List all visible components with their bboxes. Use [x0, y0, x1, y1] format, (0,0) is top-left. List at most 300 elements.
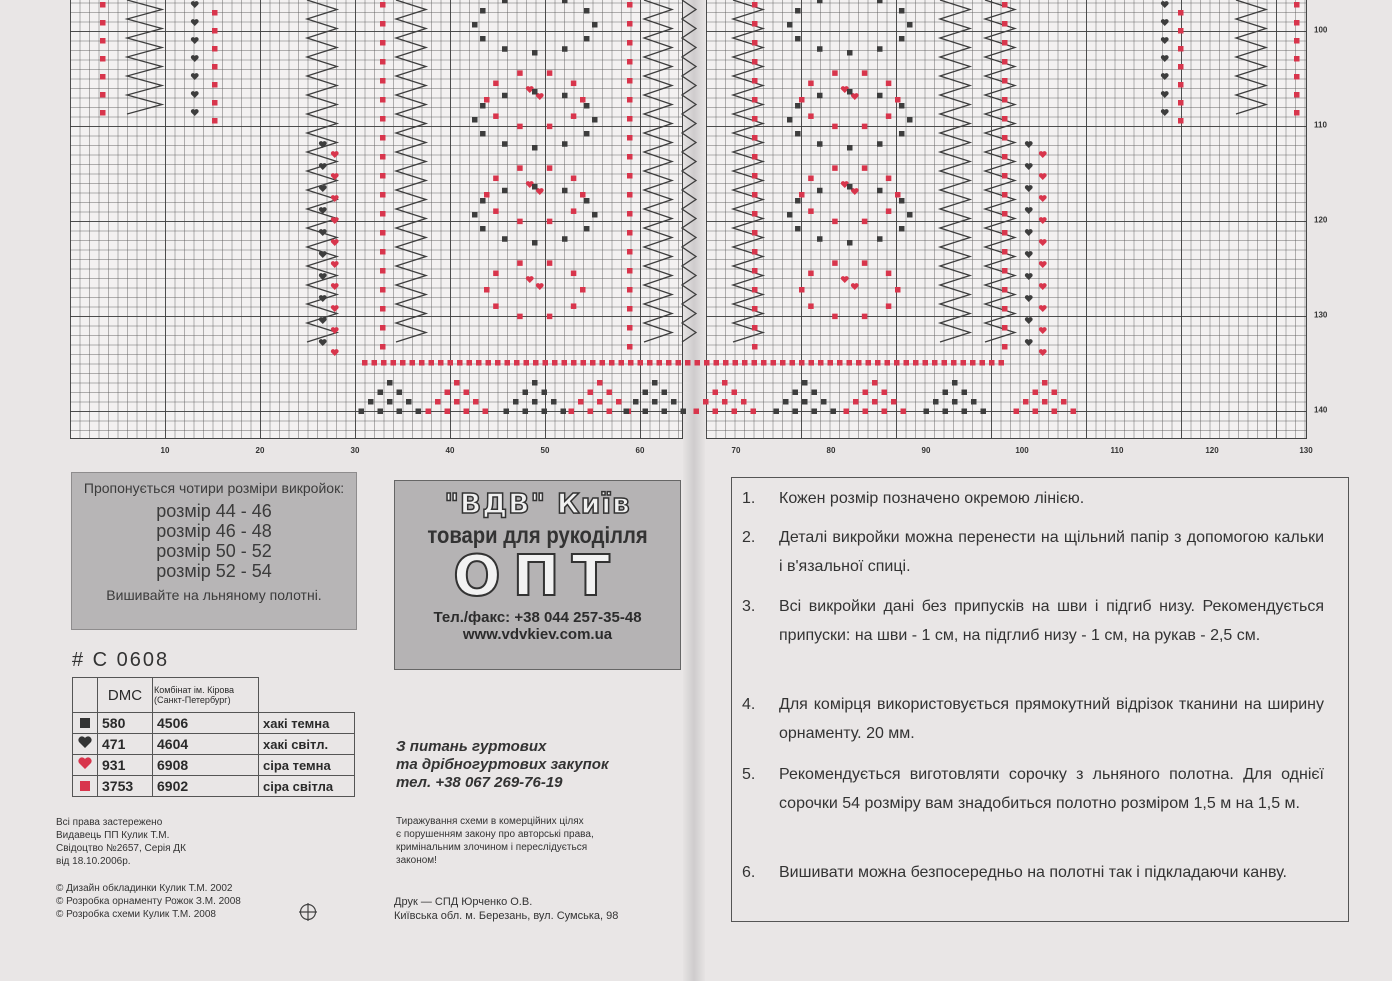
stitch-mark [818, 360, 824, 366]
stitch-mark [872, 399, 878, 405]
stitch-mark [886, 176, 892, 182]
stitch-mark [832, 314, 838, 320]
stitch-mark [571, 81, 577, 87]
stitch-mark [212, 46, 218, 52]
stitch-mark [1033, 390, 1039, 396]
stitch-mark [713, 390, 719, 396]
stitch-mark [397, 409, 403, 415]
stitch-mark [493, 271, 499, 277]
stitch-mark [319, 185, 327, 192]
x-tick: 90 [921, 446, 931, 455]
stitch-mark [752, 59, 758, 65]
stitch-mark [380, 287, 386, 293]
stitch-mark [862, 124, 868, 129]
stitch-mark [584, 8, 590, 14]
stitch-mark [542, 390, 548, 396]
stitch-mark [627, 344, 633, 350]
stitch-mark [1002, 116, 1008, 122]
stitch-mark [547, 124, 553, 129]
stitch-mark [795, 103, 801, 109]
stitch-mark [1042, 380, 1048, 386]
stitch-mark [584, 131, 590, 137]
stitch-mark [1161, 19, 1169, 26]
legend-header [73, 678, 355, 713]
stitch-mark [942, 360, 948, 366]
stitch-mark [1025, 229, 1033, 236]
stitch-mark [505, 360, 511, 366]
stitch-mark [722, 380, 728, 386]
stitch-mark [1039, 283, 1047, 290]
stitch-mark [191, 73, 199, 80]
stitch-mark [812, 390, 818, 396]
size-item: розмір 46 - 48 [156, 521, 272, 541]
stitch-mark [380, 249, 386, 255]
legend-header-dmc: DMC [98, 678, 153, 713]
stitch-mark [907, 117, 913, 123]
stitch-mark [607, 390, 613, 396]
stitch-mark [523, 390, 529, 396]
stitch-mark [624, 409, 630, 415]
stitch-mark [1061, 399, 1067, 405]
stitch-mark [380, 78, 386, 84]
stitch-mark [817, 0, 823, 3]
stitch-mark [970, 360, 976, 366]
stitch-mark [847, 184, 853, 190]
stitch-mark [1039, 217, 1047, 224]
stitch-mark [445, 409, 451, 415]
stitch-mark [191, 37, 199, 44]
stitch-mark [832, 165, 838, 171]
stitch-mark [542, 409, 548, 415]
stitch-mark [899, 8, 905, 14]
stitch-mark [685, 360, 691, 366]
stitch-mark [562, 141, 568, 147]
x-tick: 130 [1299, 446, 1313, 455]
stitch-mark [533, 360, 539, 366]
stitch-mark [627, 154, 633, 160]
stitch-mark [307, 0, 337, 342]
stitch-mark [856, 360, 862, 366]
stitch-mark [808, 303, 814, 309]
stitch-mark [1025, 185, 1033, 192]
ad-wholesale: ОПТ [453, 544, 622, 609]
stitch-mark [467, 360, 473, 366]
legend-row: 931 6908 сіра темна [73, 755, 355, 776]
stitch-mark [1294, 2, 1300, 8]
stitch-mark [1002, 154, 1008, 160]
stitch-mark [847, 240, 853, 246]
embroidery-ornament [0, 0, 1392, 438]
stitch-mark [1002, 40, 1008, 46]
stitch-mark [513, 399, 519, 405]
stitch-mark [551, 399, 557, 405]
stitch-mark [907, 212, 913, 218]
stitch-mark [580, 97, 586, 103]
stitch-mark [752, 40, 758, 46]
stitch-mark [628, 360, 634, 366]
stitch-mark [695, 360, 701, 366]
stitch-mark [597, 380, 603, 386]
stitch-mark [1002, 2, 1008, 8]
stitch-mark [472, 117, 478, 123]
copyright-law-notice: Тиражування схеми в комерційних цілях є порушенням закону про авторські права, кримінальним злочином і переслідується законом! [396, 816, 594, 866]
y-tick: 120 [1314, 215, 1328, 225]
stitch-mark [380, 325, 386, 331]
x-tick: 60 [635, 446, 645, 455]
stitch-mark [817, 236, 823, 242]
stitch-mark [1002, 230, 1008, 236]
stitch-mark [851, 283, 859, 290]
stitch-mark [380, 135, 386, 141]
stitch-mark [832, 124, 838, 129]
stitch-mark [793, 409, 799, 415]
stitch-mark [638, 360, 644, 366]
stitch-mark [396, 0, 426, 342]
legend-header-kirov: Комбінат ім. Кірова (Санкт-Петербург) [153, 678, 259, 713]
stitch-mark [924, 409, 930, 415]
stitch-mark [562, 93, 568, 99]
stitch-mark [752, 154, 758, 160]
rights-block: Всі права застережено Видавець ПП Кулик Т.М. Свідоцтво №2657, Серія ДК від 18.10.2006р. [56, 817, 186, 867]
stitch-mark [100, 38, 106, 44]
stitch-mark [1025, 295, 1033, 302]
stitch-mark [319, 141, 327, 148]
stitch-mark [913, 360, 919, 366]
stitch-mark [571, 208, 577, 214]
print-info: Друк — СПД Юрченко О.В. Київська обл. м. Березань, вул. Сумська, 98 [394, 896, 619, 922]
stitch-mark [795, 131, 801, 137]
stitch-mark [472, 22, 478, 28]
stitch-mark [799, 192, 805, 198]
stitch-mark [894, 360, 900, 366]
square-red-icon [73, 776, 98, 797]
ad-brand: "ВДВ" Київ [444, 487, 631, 520]
stitch-mark [732, 390, 738, 396]
stitch-mark [817, 188, 823, 194]
stitch-mark [592, 212, 598, 218]
stitch-mark [951, 360, 957, 366]
stitch-mark [872, 380, 878, 386]
stitch-mark [569, 409, 575, 415]
stitch-mark [1002, 173, 1008, 179]
square-dark-icon [73, 713, 98, 734]
stitch-mark [899, 198, 905, 204]
stitch-mark [832, 219, 838, 225]
stitch-mark [473, 399, 479, 405]
stitch-mark [940, 0, 970, 342]
stitch-mark [752, 325, 758, 331]
stitch-mark [619, 360, 625, 366]
stitch-mark [722, 399, 728, 405]
stitch-mark [1071, 409, 1077, 415]
stitch-mark [378, 409, 384, 415]
stitch-mark [362, 360, 368, 366]
stitch-mark [547, 70, 553, 76]
stitch-mark [517, 70, 523, 76]
stitch-mark [989, 360, 995, 366]
heart-dark-icon [73, 734, 98, 755]
stitch-mark [886, 271, 892, 277]
stitch-mark [1236, 0, 1266, 114]
stitch-mark [493, 208, 499, 214]
stitch-mark [901, 409, 907, 415]
stitch-mark [1052, 390, 1058, 396]
stitch-mark [410, 360, 416, 366]
stitch-mark [457, 360, 463, 366]
stitch-mark [863, 390, 869, 396]
stitch-mark [980, 360, 986, 366]
stitch-mark [1025, 317, 1033, 324]
stitch-mark [331, 283, 339, 290]
stitch-mark [380, 40, 386, 46]
stitch-mark [1039, 349, 1047, 356]
stitch-mark [933, 399, 939, 405]
stitch-mark [1294, 92, 1300, 98]
stitch-mark [1039, 195, 1047, 202]
stitch-mark [1161, 1, 1169, 8]
copyright-block: © Дизайн обкладинки Кулик Т.М. 2002 © Розробка орнаменту Рожок З.М. 2008 © Розробка схеми Кулик Т.М. 2008 [56, 883, 241, 920]
stitch-mark [562, 0, 568, 3]
stitch-mark [1178, 46, 1184, 52]
stitch-mark [752, 306, 758, 312]
stitch-mark [1042, 399, 1048, 405]
stitch-mark [952, 380, 958, 386]
stitch-mark [847, 89, 853, 95]
stitch-mark [877, 188, 883, 194]
stitch-mark [502, 141, 508, 147]
stitch-mark [952, 399, 958, 405]
stitch-mark [733, 0, 763, 342]
stitch-mark [532, 145, 538, 151]
stitch-mark [486, 360, 492, 366]
stitch-mark [397, 390, 403, 396]
stitch-mark [808, 113, 814, 119]
stitch-mark [1294, 56, 1300, 62]
stitch-mark [780, 360, 786, 366]
sizes-intro: Пропонується чотири розміри викройок: [83, 480, 345, 496]
stitch-mark [319, 163, 327, 170]
x-tick: 120 [1205, 446, 1219, 455]
stitch-mark [847, 50, 853, 56]
stitch-mark [932, 360, 938, 366]
stitch-mark [837, 360, 843, 366]
stitch-mark [832, 260, 838, 266]
instruction-item: 3. Всі викройки дані без припусків на шви і підгиб низу. Рекомендується припуски: на шви - 1 см, на підглиб низу - 1 см, на рукав - 2,5 см. [742, 598, 1324, 644]
stitch-mark [1178, 100, 1184, 106]
stitch-mark [1161, 55, 1169, 62]
stitch-mark [454, 380, 460, 386]
instruction-item: 4. Для комірця використовується прямокутний відрізок тканини на ширину орнаменту. 20 мм. [742, 696, 1324, 742]
stitch-mark [808, 176, 814, 182]
stitch-mark [714, 360, 720, 366]
stitch-mark [899, 131, 905, 137]
stitch-mark [771, 360, 777, 366]
stitch-mark [380, 192, 386, 198]
stitch-mark [795, 226, 801, 232]
stitch-mark [895, 192, 901, 198]
stitch-mark [657, 360, 663, 366]
stitch-mark [536, 283, 544, 290]
stitch-mark [517, 124, 523, 129]
stitch-mark [821, 399, 827, 405]
stitch-mark [100, 20, 106, 26]
stitch-mark [1039, 305, 1047, 312]
instruction-item: 1. Кожен розмір позначено окремою лінією. [742, 490, 1085, 507]
stitch-mark [644, 0, 672, 342]
stitch-mark [643, 409, 649, 415]
stitch-mark [828, 360, 834, 366]
stitch-mark [380, 306, 386, 312]
stitch-mark [943, 390, 949, 396]
stitch-mark [752, 192, 758, 198]
stitch-mark [526, 276, 534, 283]
stitch-mark [882, 390, 888, 396]
stitch-mark [862, 260, 868, 266]
stitch-mark [752, 21, 758, 27]
stitch-mark [1002, 59, 1008, 65]
stitch-mark [877, 141, 883, 147]
sizes-tip: Вишивайте на льняному полотні. [106, 587, 322, 603]
stitch-mark [406, 399, 412, 405]
stitch-mark [493, 81, 499, 87]
stitch-mark [547, 314, 553, 320]
stitch-mark [832, 70, 838, 76]
stitch-mark [472, 212, 478, 218]
stitch-mark [588, 409, 594, 415]
stitch-mark [647, 360, 653, 366]
stitch-mark [502, 46, 508, 52]
stitch-mark [875, 360, 881, 366]
stitch-mark [723, 360, 729, 366]
instruction-item: 6. Вишивати можна безпосередньо на полотні так і підкладаючи канву. [742, 864, 1287, 881]
stitch-mark [416, 409, 422, 415]
stitch-mark [1025, 339, 1033, 346]
stitch-mark [752, 360, 758, 366]
stitch-mark [547, 219, 553, 225]
stitch-mark [808, 208, 814, 214]
stitch-mark [1033, 409, 1039, 415]
stitch-mark [380, 173, 386, 179]
stitch-mark [899, 226, 905, 232]
stitch-mark [100, 74, 106, 80]
stitch-mark [100, 92, 106, 98]
stitch-mark [580, 287, 586, 293]
stitch-mark [484, 192, 490, 198]
stitch-mark [1025, 141, 1033, 148]
stitch-mark [191, 109, 199, 116]
stitch-mark [1002, 268, 1008, 274]
thread-legend-table [72, 677, 355, 797]
stitch-mark [627, 268, 633, 274]
size-item: розмір 50 - 52 [156, 541, 272, 561]
stitch-mark [380, 230, 386, 236]
stitch-mark [502, 188, 508, 194]
stitch-mark [1294, 74, 1300, 80]
stitch-mark [742, 360, 748, 366]
stitch-mark [1002, 211, 1008, 217]
stitch-mark [331, 261, 339, 268]
stitch-mark [877, 236, 883, 242]
stitch-mark [886, 208, 892, 214]
stitch-mark [438, 360, 444, 366]
stitch-mark [831, 409, 837, 415]
stitch-mark [609, 360, 615, 366]
stitch-mark [1002, 249, 1008, 255]
stitch-mark [985, 0, 1015, 342]
stitch-mark [592, 22, 598, 28]
instruction-item: 2. Деталі викройки можна перенести на щільний папір з допомогою кальки і в'язальної спиці. [742, 529, 1324, 575]
stitch-mark [752, 344, 758, 350]
stitch-mark [571, 176, 577, 182]
stitch-mark [495, 360, 501, 366]
stitch-mark [790, 360, 796, 366]
stitch-mark [627, 21, 633, 27]
stitch-mark [1178, 10, 1184, 16]
stitch-mark [841, 276, 849, 283]
stitch-mark [331, 151, 339, 158]
stitch-mark [502, 236, 508, 242]
stitch-mark [1025, 273, 1033, 280]
stitch-mark [752, 97, 758, 103]
stitch-mark [774, 409, 780, 415]
x-tick: 80 [826, 446, 836, 455]
stitch-mark [571, 303, 577, 309]
stitch-mark [523, 409, 529, 415]
stitch-mark [752, 135, 758, 141]
stitch-mark [380, 116, 386, 122]
stitch-mark [191, 55, 199, 62]
stitch-mark [331, 217, 339, 224]
stitch-mark [899, 36, 905, 42]
stitch-mark [581, 360, 587, 366]
stitch-mark [886, 113, 892, 119]
stitch-mark [1002, 78, 1008, 84]
stitch-mark [600, 360, 606, 366]
stitch-mark [483, 409, 489, 415]
stitch-mark [484, 287, 490, 293]
stitch-mark [795, 198, 801, 204]
stitch-mark [808, 81, 814, 87]
stitch-mark [484, 97, 490, 103]
stitch-mark [795, 8, 801, 14]
stitch-mark [752, 230, 758, 236]
stitch-mark [1039, 173, 1047, 180]
wholesale-contact: З питань гуртових та дрібногуртових закупок тел. +38 067 269-76-19 [396, 738, 609, 791]
stitch-mark [627, 173, 633, 179]
stitch-mark [562, 46, 568, 52]
stitch-mark [681, 409, 687, 415]
stitch-mark [616, 399, 622, 405]
stitch-mark [844, 409, 850, 415]
stitch-mark [562, 360, 568, 366]
stitch-mark [799, 360, 805, 366]
stitch-mark [907, 22, 913, 28]
stitch-mark [1002, 325, 1008, 331]
stitch-mark [212, 118, 218, 124]
stitch-mark [212, 28, 218, 34]
stitch-mark [662, 409, 668, 415]
stitch-mark [387, 399, 393, 405]
stitch-mark [627, 249, 633, 255]
stitch-mark [435, 399, 441, 405]
sizes-box [71, 472, 357, 630]
stitch-mark [517, 314, 523, 320]
stitch-mark [808, 271, 814, 277]
stitch-mark [480, 198, 486, 204]
stitch-mark [1014, 409, 1020, 415]
stitch-mark [981, 409, 987, 415]
y-tick: 130 [1314, 310, 1328, 320]
